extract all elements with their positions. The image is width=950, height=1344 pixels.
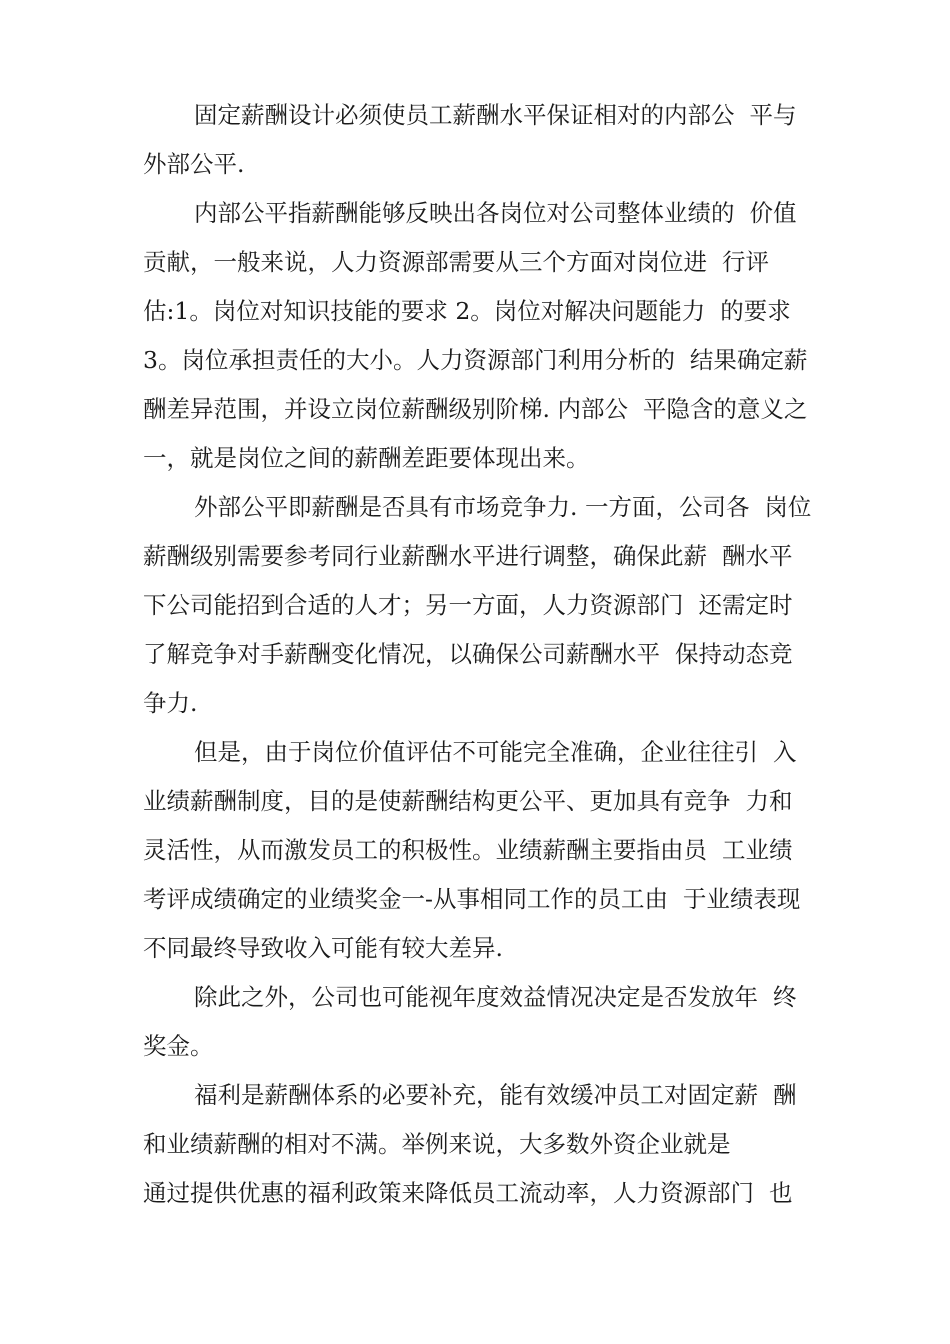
paragraph-4-line-2: 业绩薪酬制度，目的是使薪酬结构更公平、更加具有竞争 力和 xyxy=(143,787,793,815)
paragraph-5-line-1: 除此之外，公司也可能视年度效益情况决定是否发放年 终 xyxy=(194,983,797,1011)
paragraph-3-line-4: 了解竞争对手薪酬变化情况，以确保公司薪酬水平 保持动态竞 xyxy=(143,640,793,668)
paragraph-2-line-6: 一，就是岗位之间的薪酬差距要体现出来。 xyxy=(143,444,590,472)
paragraph-3-line-3: 下公司能招到合适的人才；另一方面，人力资源部门 还需定时 xyxy=(143,591,793,619)
paragraph-4-line-3: 灵活性，从而激发员工的积极性。业绩薪酬主要指由员 工业绩 xyxy=(143,836,793,864)
paragraph-6-line-2: 和业绩薪酬的相对不满。举例来说，大多数外资企业就是 xyxy=(143,1130,731,1158)
paragraph-2-line-2: 贡献，一般来说，人力资源部需要从三个方面对岗位进 行评 xyxy=(143,248,769,276)
document-body xyxy=(143,95,833,1222)
paragraph-2-line-5: 酬差异范围，并设立岗位薪酬级别阶梯. 内部公 平隐含的意义之 xyxy=(143,395,808,423)
paragraph-4-line-1: 但是，由于岗位价值评估不可能完全准确，企业往往引 入 xyxy=(194,738,797,766)
paragraph-2-line-1: 内部公平指薪酬能够反映出各岗位对公司整体业绩的 价值 xyxy=(194,199,797,227)
paragraph-1-line-1: 固定薪酬设计必须使员工薪酬水平保证相对的内部公 平与 xyxy=(194,101,797,129)
paragraph-2-line-4: 3。岗位承担责任的大小。人力资源部门利用分析的 结果确定薪 xyxy=(143,346,808,374)
paragraph-3-line-2: 薪酬级别需要参考同行业薪酬水平进行调整，确保此薪 酬水平 xyxy=(143,542,793,570)
paragraph-6-line-1: 福利是薪酬体系的必要补充，能有效缓冲员工对固定薪 酬 xyxy=(194,1081,797,1109)
paragraph-6-line-3: 通过提供优惠的福利政策来降低员工流动率，人力资源部门 也 xyxy=(143,1179,793,1207)
paragraph-2-line-3: 估:1。岗位对知识技能的要求 2。岗位对解决问题能力 的要求 xyxy=(143,297,791,325)
paragraph-4-line-4: 考评成绩确定的业绩奖金一-从事相同工作的员工由 于业绩表现 xyxy=(143,885,801,913)
paragraph-1-line-2: 外部公平. xyxy=(143,150,245,178)
paragraph-3-line-5: 争力. xyxy=(143,689,198,717)
paragraph-3-line-1: 外部公平即薪酬是否具有市场竞争力. 一方面，公司各 岗位 xyxy=(194,493,812,521)
paragraph-5-line-2: 奖金。 xyxy=(143,1032,214,1060)
paragraph-4-line-5: 不同最终导致收入可能有较大差异. xyxy=(143,934,503,962)
